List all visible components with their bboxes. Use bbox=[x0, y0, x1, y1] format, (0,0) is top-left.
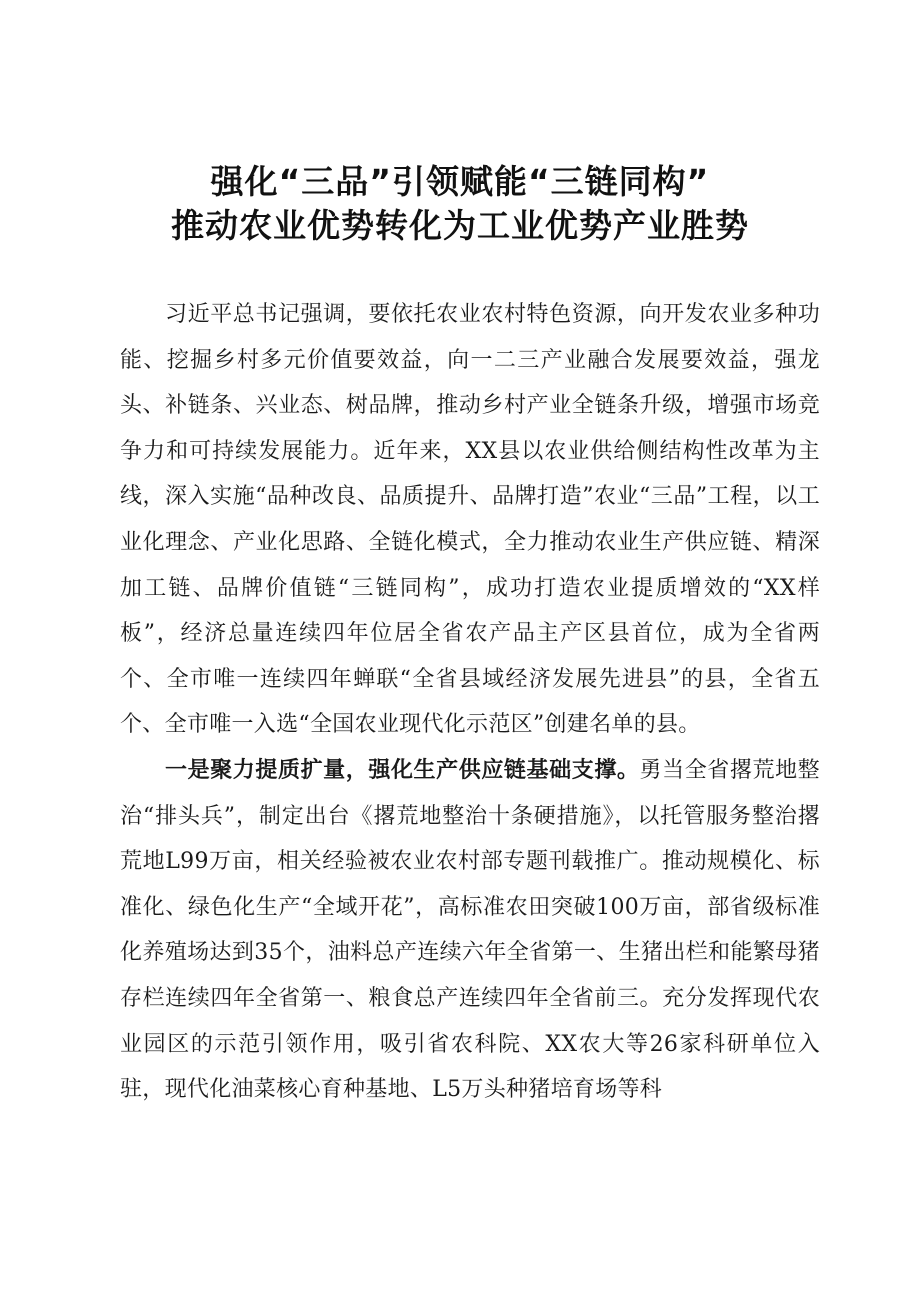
paragraph-text: 勇当全省撂荒地整治“排头兵”，制定出台《撂荒地整治十条硬措施》，以托管服务整治撂荒地L99万亩，相关经验被农业农村部专题刊载推广。推动规模化、标准化、绿色化生产“全域开花”，高标准农田突破100万亩，部省级标准化养殖场达到35个，油料总产连续六年全省第一、生猪出栏和能繁母猪存栏连续四年全省第一、粮食总产连续四年全省前三。充分发挥现代农业园区的示范引领作用，吸引省农科院、XX农大等26家科研单位入驻，现代化油菜核心育种基地、L5万头种猪培育场等科 bbox=[120, 757, 820, 1103]
title-line-1: 强化“三品”引领赋能“三链同构” bbox=[210, 162, 710, 201]
paragraph-text: 习近平总书记强调，要依托农业农村特色资源，向开发农业多种功能、挖掘乡村多元价值要效益，向一二三产业融合发展要效益，强龙头、补链条、兴业态、树品牌，推动乡村产业全链条升级，增强市场竞争力和可持续发展能力。近年来，XX县以农业供给侧结构性改革为主线，深入实施“品种改良、品质提升、品牌打造”农业“三品”工程，以工业化理念、产业化思路、全链化模式，全力推动农业生产供应链、精深加工链、品牌价值链“三链同构”，成功打造农业提质增效的“XX样板”，经济总量连续四年位居全省农产品主产区县首位，成为全省两个、全市唯一连续四年蝉联“全省县域经济发展先进县”的县，全省五个、全市唯一入选“全国农业现代化示范区”创建名单的县。 bbox=[120, 302, 820, 738]
document-body bbox=[120, 292, 820, 1113]
paragraph-intro bbox=[120, 292, 820, 748]
paragraph-point-one bbox=[120, 748, 820, 1113]
paragraph-lead: 一是聚力提质扩量，强化生产供应链基础支撑。 bbox=[165, 757, 640, 783]
title-line-2: 推动农业优势转化为工业优势产业胜势 bbox=[171, 206, 749, 245]
